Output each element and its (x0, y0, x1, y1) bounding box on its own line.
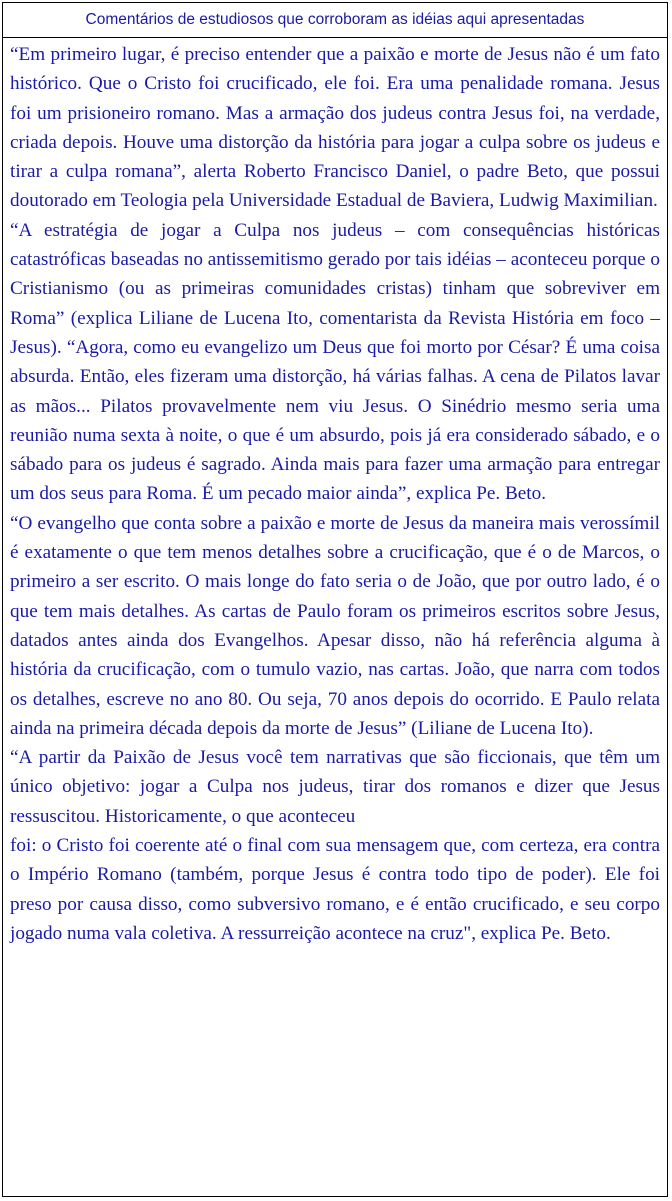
paragraph-ressurreicao-cruz: foi: o Cristo foi coerente até o final com sua mensagem que, com certeza, era contra o Império Romano (também, porque Jesus é contra todo tipo de poder). Ele foi preso por causa disso, como subversivo romano, e é então crucificado, e seu corpo jogado numa vala coletiva. A ressurreição acontece na cruz", explica Pe. Beto. (10, 835, 660, 944)
quote-text-body (3, 38, 667, 948)
paragraph-culpa-judeus: “A estratégia de jogar a Culpa nos judeus – com consequências históricas catastróficas baseadas no antissemitismo gerado por tais idéias – aconteceu porque o Cristianismo (ou as primeiras comunidades cristas) tinham que sobreviver em Roma” (explica Liliane de Lucena Ito, comentarista da Revista História em foco – Jesus). “Agora, como eu evangelizo um Deus que foi morto por César? É uma coisa absurda. Então, eles fizeram uma distorção, há várias falhas. A cena de Pilatos lavar as mãos... Pilatos provavelmente nem viu Jesus. O Sinédrio mesmo seria uma reunião numa sexta à noite, o que é um absurdo, pois já era considerado sábado, e o sábado para os judeus é sagrado. Ainda mais para fazer uma armação para entregar um dos seus para Roma. É um pecado maior ainda”, explica Pe. Beto. (10, 219, 660, 505)
paragraph-padre-beto-intro: “Em primeiro lugar, é preciso entender que a paixão e morte de Jesus não é um fato histórico. Que o Cristo foi crucificado, ele foi. Era uma penalidade romana. Jesus foi um prisioneiro romano. Mas a armação dos judeus contra Jesus foi, na verdade, criada depois. Houve uma distorção da história para jogar a culpa sobre os judeus e tirar a culpa romana”, alerta Roberto Francisco Daniel, o padre Beto, que possui doutorado em Teologia pela Universidade Estadual de Baviera, Ludwig Maximilian. (10, 44, 660, 212)
quote-box (2, 2, 668, 1197)
box-title: Comentários de estudiosos que corroboram as idéias aqui apresentadas (3, 3, 667, 38)
paragraph-paixao-ficcional: “A partir da Paixão de Jesus você tem narrativas que são ficcionais, que têm um único objetivo: jogar a Culpa nos judeus, tirar dos romanos e dizer que Jesus ressuscitou. Historicamente, o que aconteceu (10, 747, 660, 827)
paragraph-evangelho-marcos: “O evangelho que conta sobre a paixão e morte de Jesus da maneira mais verossímil é exatamente o que tem menos detalhes sobre a crucificação, que é o de Marcos, o primeiro a ser escrito. O mais longe do fato seria o de João, que por outro lado, é o que tem mais detalhes. As cartas de Paulo foram os primeiros escritos sobre Jesus, datados antes ainda dos Evangelhos. Apesar disso, não há referência alguma à história da crucificação, com o tumulo vazio, nas cartas. João, que narra com todos os detalhes, escreve no ano 80. Ou seja, 70 anos depois do ocorrido. E Paulo relata ainda na primeira década depois da morte de Jesus” (Liliane de Lucena Ito). (10, 512, 660, 739)
